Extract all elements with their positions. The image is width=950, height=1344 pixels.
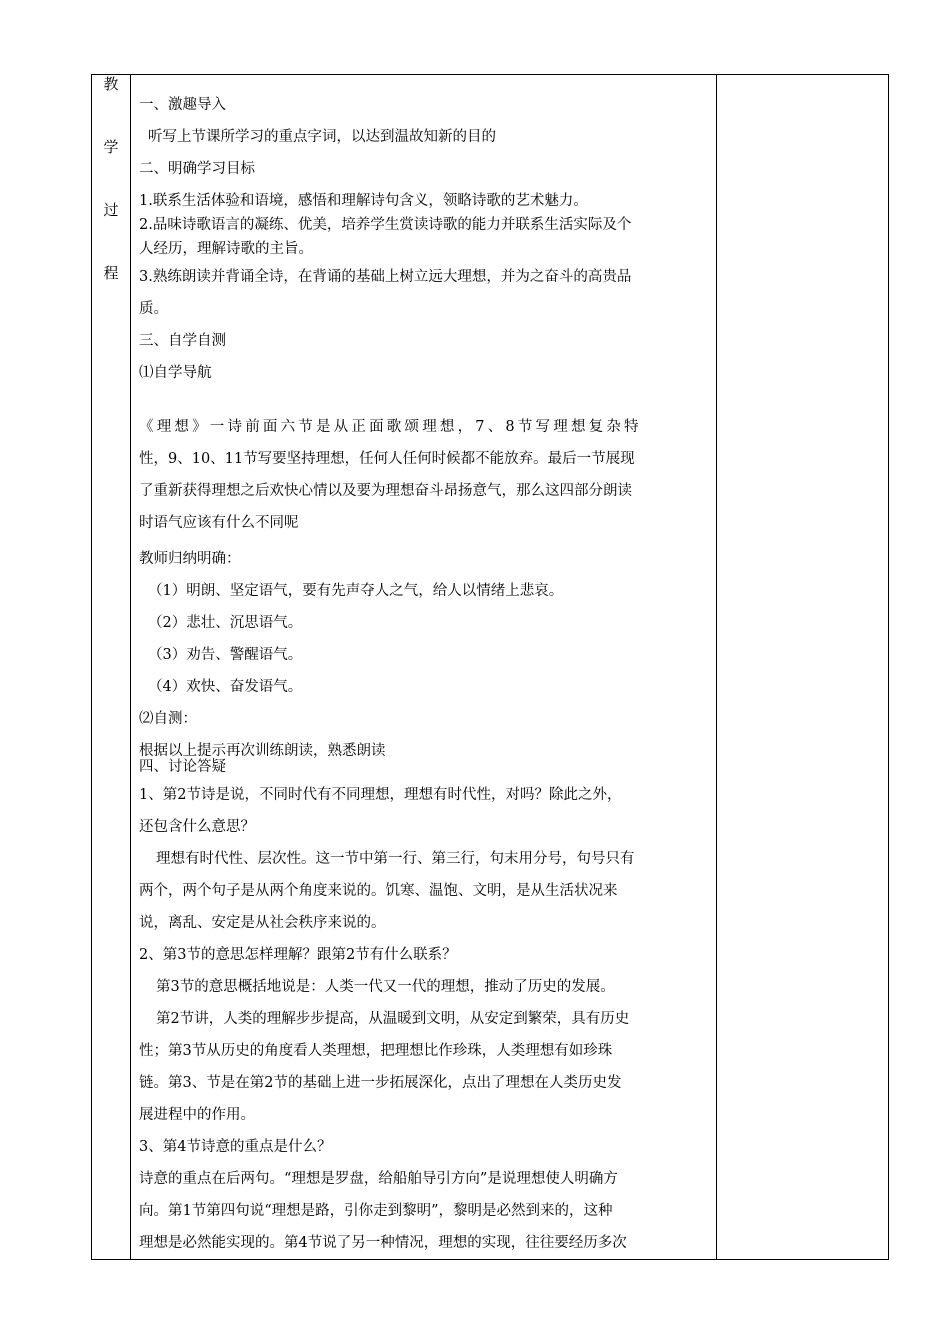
goals-list — [139, 189, 706, 261]
vertical-label — [92, 75, 130, 329]
notes-cell — [717, 75, 889, 1260]
list-item: （1）明朗、坚定语气，要有先声夺人之气，给人以情绪上悲哀。 — [148, 583, 564, 599]
paragraph: 教师归纳明确： — [139, 551, 241, 567]
label-char: 学 — [103, 138, 119, 156]
content-cell — [131, 75, 717, 1260]
list-item: （2）悲壮、沉思语气。 — [148, 615, 303, 631]
label-char: 过 — [103, 201, 119, 219]
paragraph: 《理想》一诗前面六节是从正面歌颂理想，7、8节写理想复杂特 — [139, 419, 642, 435]
answer: 展进程中的作用。 — [139, 1107, 255, 1123]
goal-item: 1.联系生活体验和语境，感悟和理解诗句含义，领略诗歌的艺术魅力。 — [139, 193, 588, 209]
answer: 理想有时代性、层次性。这一节中第一行、第三行，句末用分号，句号只有 — [156, 851, 635, 867]
answer: 链。第3、节是在第2节的基础上进一步拓展深化，点出了理想在人类历史发 — [139, 1075, 622, 1091]
question: 3、第4节诗意的重点是什么？ — [139, 1139, 332, 1155]
goal-item: 2.品味诗歌语言的凝练、优美，培养学生赏读诗歌的能力并联系生活实际及个 — [139, 217, 632, 233]
paragraph: 听写上节课所学习的重点字词，以达到温故知新的目的 — [148, 129, 496, 145]
list-item: （4）欢快、奋发语气。 — [148, 679, 303, 695]
section-heading: 一、激趣导入 — [139, 97, 226, 113]
answer: 性；第3节从历史的角度看人类理想，把理想比作珍珠，人类理想有如珍珠 — [139, 1043, 613, 1059]
label-char: 程 — [103, 264, 119, 282]
answer: 第2节讲，人类的理解步步提高，从温暖到文明，从安定到繁荣，具有历史 — [156, 1011, 630, 1027]
label-cell — [92, 75, 131, 1260]
subsection-heading: ⑵自测： — [139, 711, 197, 727]
paragraph: 根据以上提示再次训练朗读，熟悉朗读 — [139, 743, 386, 759]
lesson-content — [131, 75, 716, 1259]
list-item: （3）劝告、警醒语气。 — [148, 647, 303, 663]
goal-item-cont: 人经历，理解诗歌的主旨。 — [139, 241, 313, 257]
goal-item-cont: 质。 — [139, 301, 168, 317]
answer: 向。第1节第四句说“理想是路，引你走到黎明”，黎明是必然到来的，这种 — [139, 1203, 613, 1219]
answer: 理想是必然能实现的。第4节说了另一种情况，理想的实现，往往要经历多次 — [139, 1235, 627, 1251]
paragraph: 性，9、10、11节写要坚持理想，任何人任何时候都不能放弃。最后一节展现 — [139, 451, 635, 467]
paragraph: 了重新获得理想之后欢快心情以及要为理想奋斗昂扬意气，那么这四部分朗读 — [139, 483, 632, 499]
section-heading: 四、讨论答疑 — [139, 759, 226, 775]
answer: 说，离乱、安定是从社会秩序来说的。 — [139, 915, 386, 931]
answer: 两个，两个句子是从两个角度来说的。饥寒、温饱、文明，是从生活状况来 — [139, 883, 618, 899]
question-cont: 还包含什么意思？ — [139, 819, 255, 835]
answer: 诗意的重点在后两句。“理想是罗盘，给船舶导引方向”是说理想使人明确方 — [139, 1171, 618, 1187]
section-heading: 三、自学自测 — [139, 333, 226, 349]
lesson-table — [91, 74, 889, 1260]
goal-item: 3.熟练朗读并背诵全诗，在背诵的基础上树立远大理想，并为之奋斗的高贵品 — [139, 269, 632, 285]
answer: 第3节的意思概括地说是：人类一代又一代的理想，推动了历史的发展。 — [156, 979, 615, 995]
subsection-heading: ⑴自学导航 — [139, 365, 212, 381]
question: 2、第3节的意思怎样理解？跟第2节有什么联系？ — [139, 947, 457, 963]
label-char: 教 — [103, 75, 119, 93]
question: 1、第2节诗是说，不同时代有不同理想，理想有时代性，对吗？除此之外， — [139, 787, 622, 803]
paragraph: 时语气应该有什么不同呢 — [139, 515, 299, 531]
discussion-heading-block — [139, 755, 706, 779]
section-heading: 二、明确学习目标 — [139, 161, 255, 177]
